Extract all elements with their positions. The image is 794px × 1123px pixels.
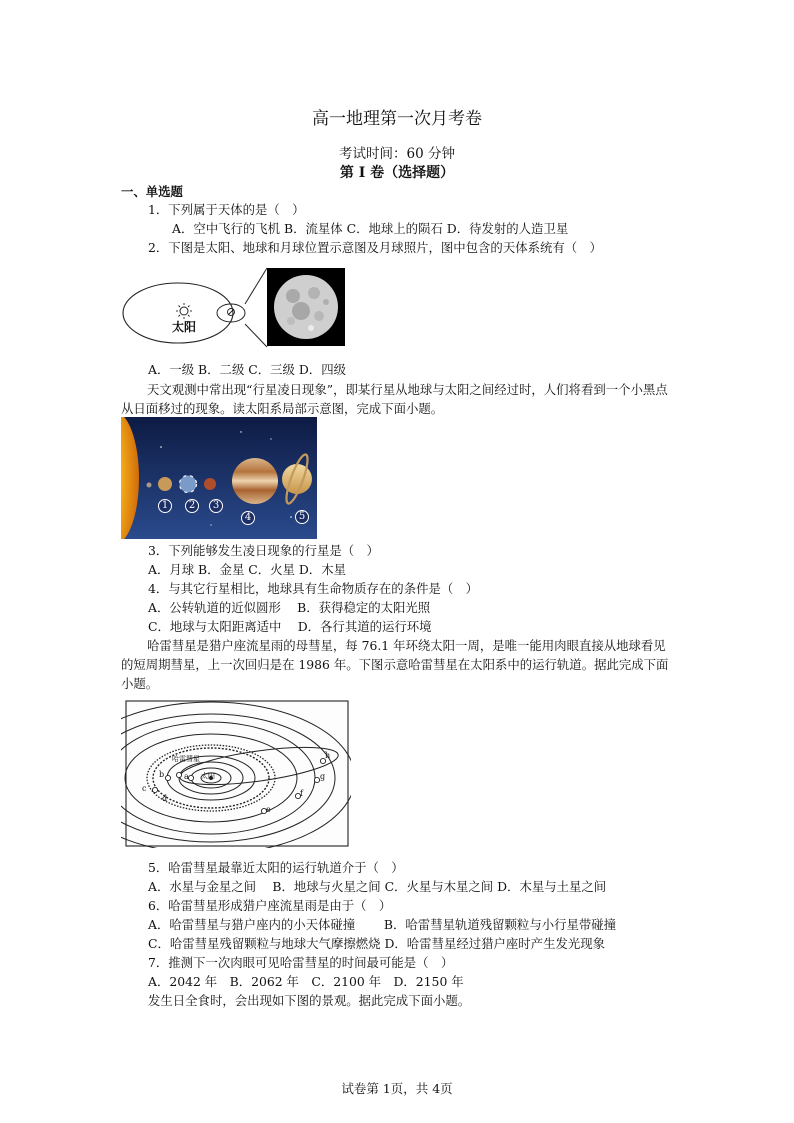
q4-options-1: A．公转轨道的近似圆形 B．获得稳定的太阳光照 — [148, 600, 431, 615]
planet-label-5: 5 — [298, 511, 306, 522]
planet-label-2: 2 — [188, 500, 196, 511]
q4-options-2: C．地球与太阳距离适中 D．各行其道的运行环境 — [148, 619, 432, 634]
orbit-letter-h: h — [325, 751, 331, 760]
q2-stem: 2．下图是太阳、地球和月球位置示意图及月球照片，图中包含的天体系统有（ ） — [148, 240, 602, 255]
sun-icon — [176, 303, 192, 319]
passage-transit: 天文观测中常出现“行星凌日现象”，即某行星从地球与太阳之间经过时，人们将看到一个小黑点从日面移过的现象。读太阳系局部示意图，完成下面小题。 — [121, 382, 668, 416]
q6-options-2: C．哈雷彗星残留颗粒与地球大气摩擦燃烧 D．哈雷彗星经过猎户座时产生发光现象 — [148, 936, 606, 951]
page-footer: 试卷第 1页，共 4页 — [341, 1081, 453, 1096]
planet-label-1: 1 — [161, 500, 169, 511]
moon-photo — [274, 275, 338, 339]
section-heading: 一、单选题 — [121, 184, 183, 199]
orbit-letter-d: d — [162, 794, 168, 803]
q2-options: A．一级 B．二级 C．三级 D．四级 — [148, 362, 346, 377]
orbit-sun-label: 太阳 — [201, 772, 215, 780]
sun-label: 太阳 — [172, 320, 197, 334]
q3-stem: 3．下列能够发生凌日现象的行星是（ ） — [148, 543, 379, 558]
orbit-letter-c: c — [142, 784, 147, 793]
q5-options: A．水星与金星之间 B．地球与火星之间 C．火星与木星之间 D．木星与土星之间 — [148, 879, 607, 894]
exam-time: 考试时间：60 分钟 — [339, 146, 455, 162]
q7-options: A．2042 年 B．2062 年 C．2100 年 D．2150 年 — [148, 974, 464, 989]
orbit-letter-e: e — [266, 805, 271, 814]
q1-stem: 1．下列属于天体的是（ ） — [148, 202, 305, 217]
exam-title: 高一地理第一次月考卷 — [312, 109, 482, 129]
passage-halley: 哈雷彗星是猎户座流星雨的母彗星，每 76.1 年环绕太阳一周，是唯一能用肉眼直接从地球看见的短周期彗星，上一次回归是在 1986 年。下图示意哈雷彗星在太阳系中的运行轨道。据此完成下面小题。 — [121, 638, 669, 691]
q6-options-1: A．哈雷彗星与猎户座内的小天体碰撞 B．哈雷彗星轨道残留颗粒与小行星带碰撞 — [148, 917, 617, 932]
planet-label-3: 3 — [212, 500, 220, 511]
planet-label-4: 4 — [244, 512, 252, 523]
passage-eclipse: 发生日全食时，会出现如下图的景观。据此完成下面小题。 — [148, 993, 471, 1008]
halley-orbit-diagram — [121, 700, 351, 848]
orbit-letter-a: a — [184, 772, 189, 781]
sun-earth-moon-diagram — [121, 266, 347, 348]
q6-stem: 6．哈雷彗星形成猎户座流星雨是由于（ ） — [148, 898, 392, 913]
q7-stem: 7．推测下一次肉眼可见哈雷彗星的时间最可能是（ ） — [148, 955, 454, 970]
comet-label: 哈雷彗星 — [172, 755, 200, 763]
volume-heading: 第 I 卷（选择题） — [339, 165, 455, 181]
orbit-letter-b: b — [159, 770, 165, 779]
q5-stem: 5．哈雷彗星最靠近太阳的运行轨道介于（ ） — [148, 860, 404, 875]
orbit-letter-g: g — [320, 772, 326, 781]
orbit-letter-f: f — [300, 789, 303, 798]
solar-system-image — [121, 417, 317, 539]
q4-stem: 4．与其它行星相比，地球具有生命物质存在的条件是（ ） — [148, 581, 479, 596]
q3-options: A．月球 B．金星 C．火星 D．木星 — [148, 562, 346, 577]
q1-options: A．空中飞行的飞机 B．流星体 C．地球上的陨石 D．待发射的人造卫星 — [172, 221, 569, 236]
